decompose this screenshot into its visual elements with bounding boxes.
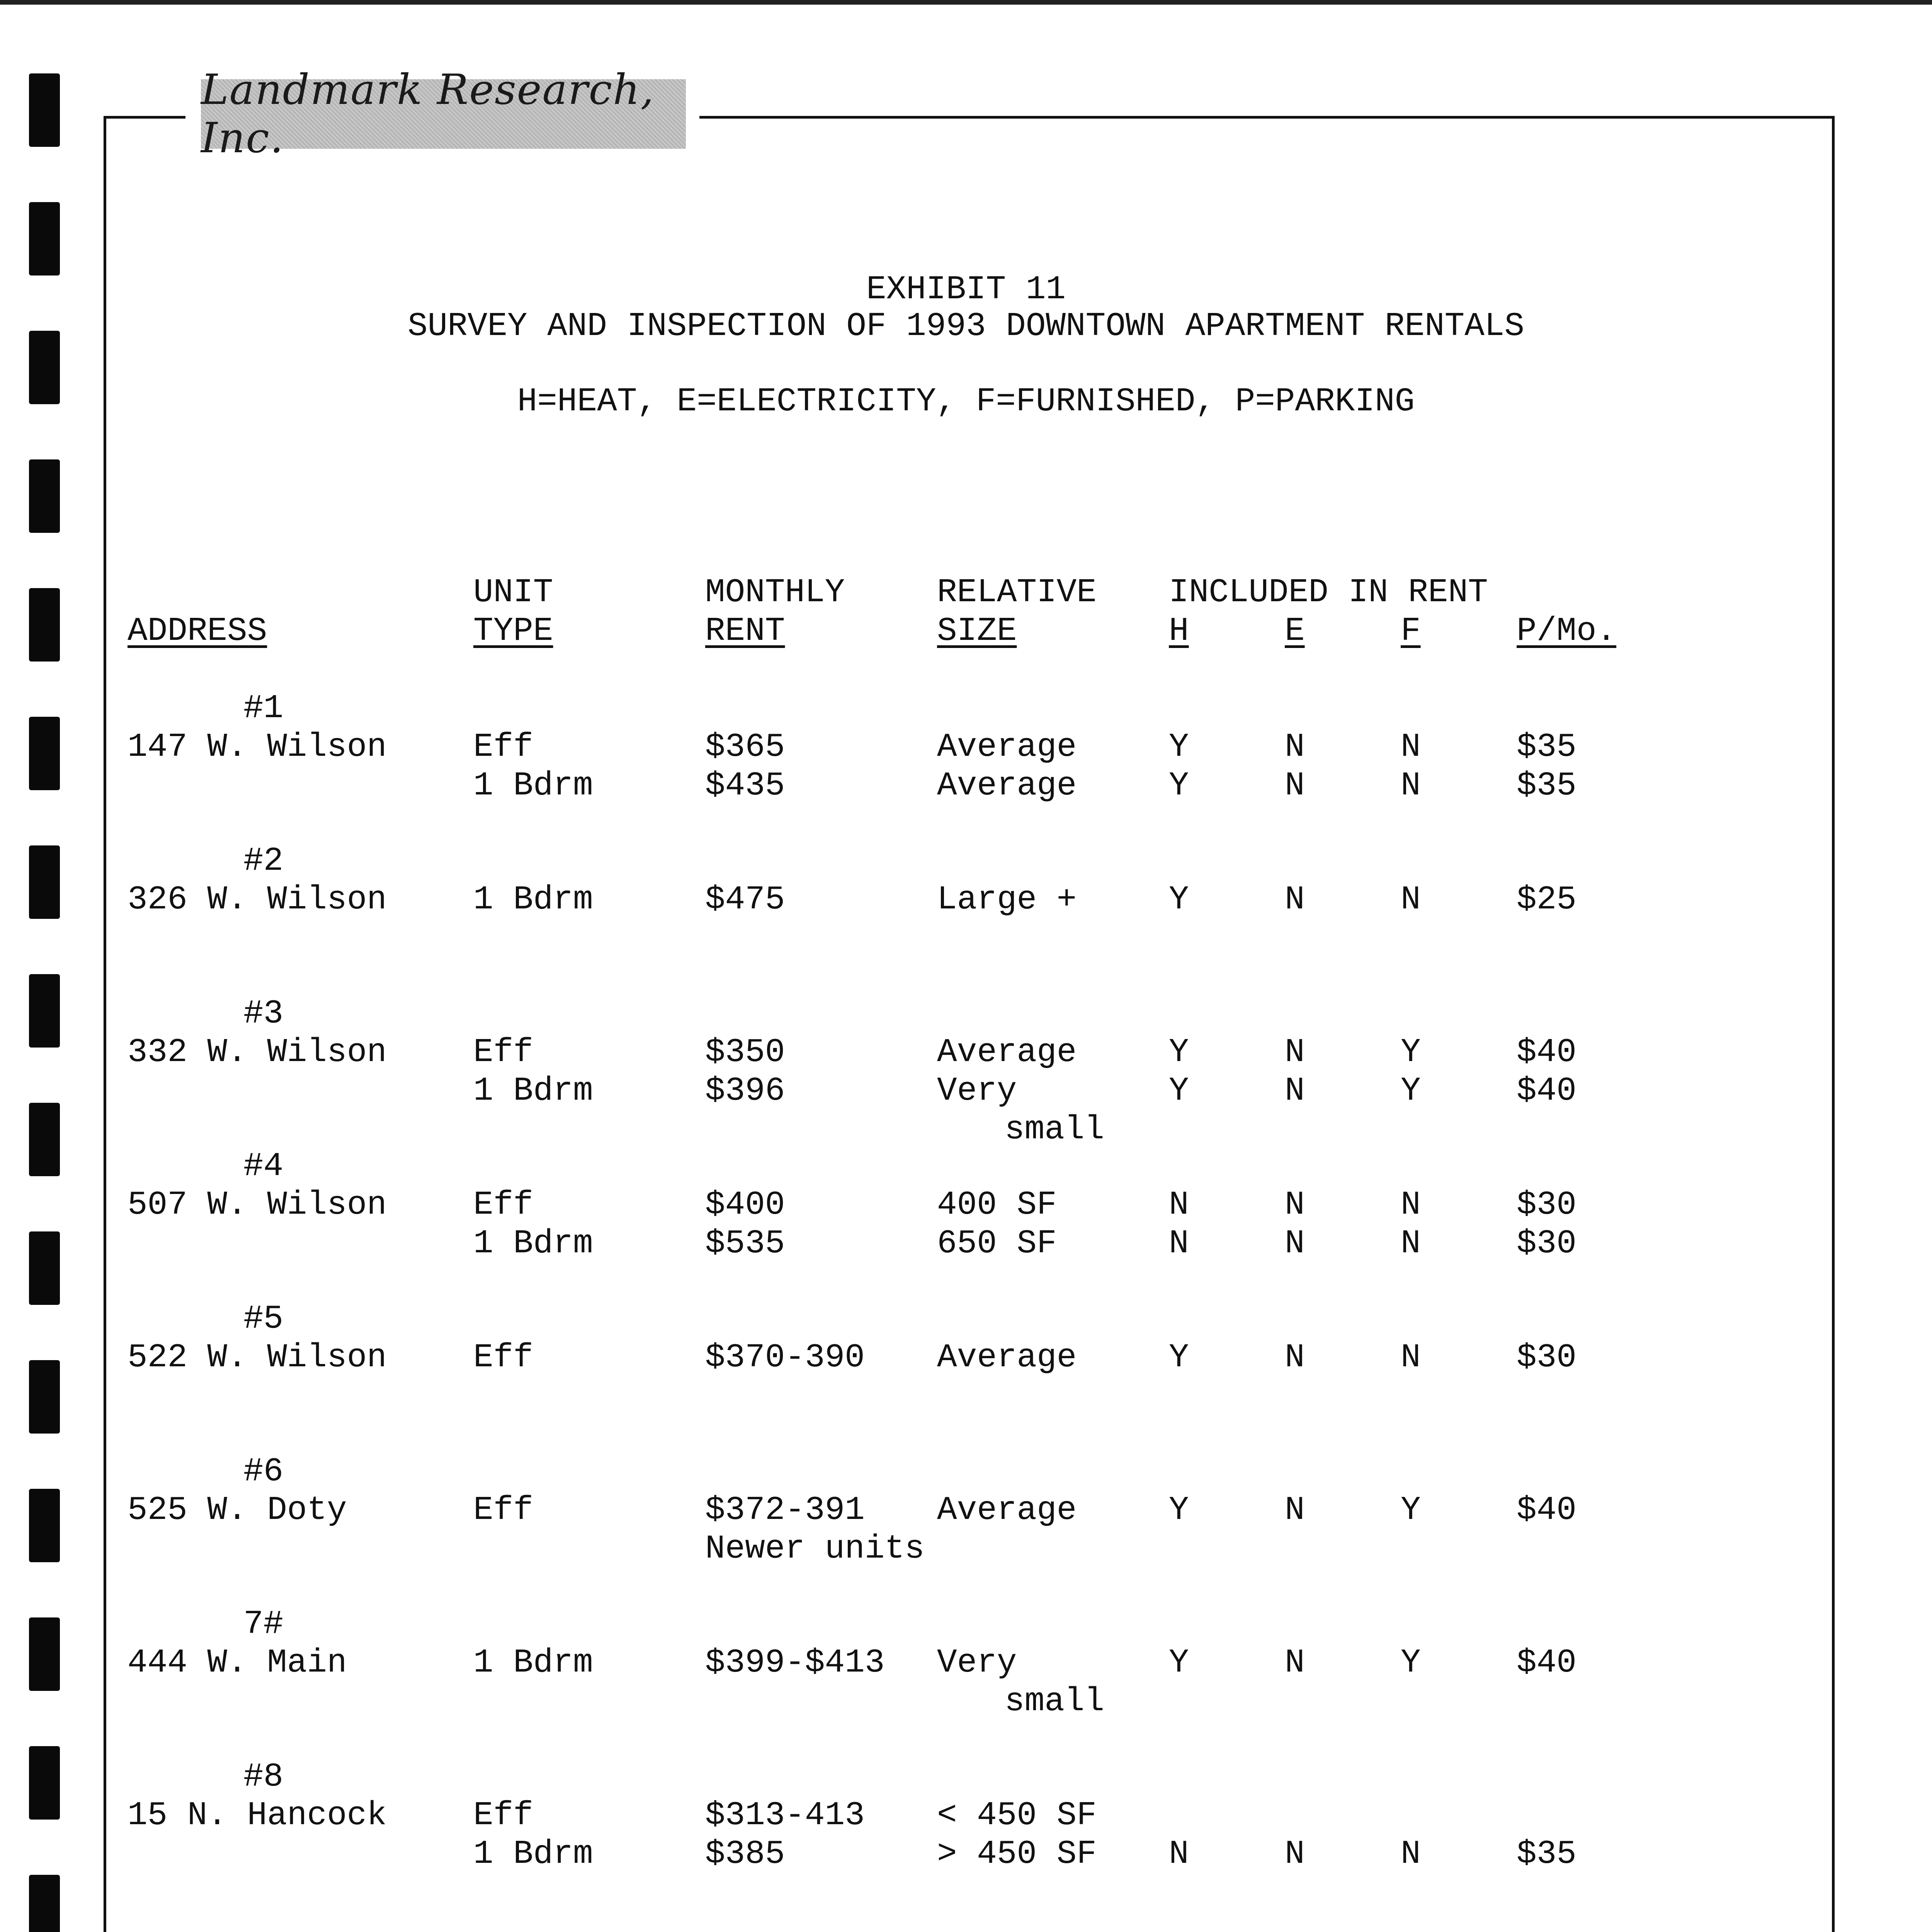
binding-hole	[29, 73, 60, 147]
furnished-included: N	[1401, 1338, 1421, 1376]
parking-per-month: $40	[1517, 1491, 1577, 1529]
unit-type: 1 Bdrm	[473, 1225, 593, 1262]
electricity-included: N	[1285, 1072, 1305, 1110]
relative-size: 650 SF	[937, 1225, 1057, 1262]
monthly-rent: $370-390	[705, 1338, 865, 1376]
rent-note: Newer units	[705, 1530, 925, 1568]
relative-size-continued: small	[1005, 1111, 1105, 1148]
electricity-included: N	[1285, 1225, 1305, 1262]
unit-type: 1 Bdrm	[473, 881, 593, 918]
furnished-included: Y	[1401, 1644, 1421, 1682]
binding-hole	[29, 1875, 60, 1932]
property-address: 332 W. Wilson	[128, 1033, 387, 1071]
unit-type: Eff	[473, 1491, 533, 1529]
column-header-included: INCLUDED IN RENT	[1169, 573, 1488, 611]
furnished-included: N	[1401, 1186, 1421, 1224]
parking-per-month: $30	[1517, 1225, 1577, 1262]
heat-included: N	[1169, 1186, 1189, 1224]
property-number: #4	[243, 1147, 284, 1185]
binding-hole	[29, 588, 60, 662]
binding-hole	[29, 1617, 60, 1691]
furnished-included: Y	[1401, 1491, 1421, 1529]
monthly-rent: $396	[705, 1072, 785, 1110]
monthly-rent: $475	[705, 881, 785, 918]
binding-hole	[29, 1103, 60, 1176]
monthly-rent: $385	[705, 1835, 785, 1873]
property-number: #6	[243, 1452, 284, 1490]
heat-included: Y	[1169, 728, 1189, 766]
heat-included: Y	[1169, 1033, 1189, 1071]
unit-type: Eff	[473, 1796, 533, 1834]
binding-hole	[29, 845, 60, 919]
heat-included: Y	[1169, 1644, 1189, 1682]
parking-per-month: $35	[1517, 1835, 1577, 1873]
electricity-included: N	[1285, 1491, 1305, 1529]
column-header-heat: H	[1169, 612, 1189, 650]
furnished-included: N	[1401, 881, 1421, 918]
electricity-included: N	[1285, 1835, 1305, 1873]
exhibit-label: EXHIBIT 11	[866, 270, 1066, 308]
relative-size: Very	[937, 1644, 1017, 1682]
unit-type: 1 Bdrm	[473, 1835, 593, 1873]
relative-size: < 450 SF	[937, 1796, 1097, 1834]
relative-size: Large +	[937, 881, 1077, 918]
monthly-rent: $535	[705, 1225, 785, 1262]
legend-line: H=HEAT, E=ELECTRICITY, F=FURNISHED, P=PARKING	[517, 383, 1415, 420]
document-title: SURVEY AND INSPECTION OF 1993 DOWNTOWN APARTMENT RENTALS	[407, 307, 1525, 345]
heat-included: Y	[1169, 767, 1189, 804]
heat-included: N	[1169, 1835, 1189, 1873]
electricity-included: N	[1285, 1644, 1305, 1682]
property-address: 444 W. Main	[128, 1644, 347, 1682]
binding-hole	[29, 1746, 60, 1820]
electricity-included: N	[1285, 881, 1305, 918]
furnished-included: Y	[1401, 1072, 1421, 1110]
unit-type: 1 Bdrm	[473, 767, 593, 804]
property-number: #2	[243, 842, 284, 880]
unit-type: Eff	[473, 1033, 533, 1071]
binding-hole	[29, 459, 60, 533]
property-number: 7#	[243, 1605, 284, 1643]
binding-hole	[29, 974, 60, 1048]
furnished-included: Y	[1401, 1033, 1421, 1071]
relative-size: Average	[937, 767, 1077, 804]
column-header-parking: P/Mo.	[1517, 612, 1617, 650]
column-header-rent-top: MONTHLY	[705, 573, 845, 611]
furnished-included: N	[1401, 1225, 1421, 1262]
electricity-included: N	[1285, 1186, 1305, 1224]
unit-type: Eff	[473, 1186, 533, 1224]
column-header-size-top: RELATIVE	[937, 573, 1097, 611]
monthly-rent: $399-$413	[705, 1644, 885, 1682]
relative-size: 400 SF	[937, 1186, 1057, 1224]
parking-per-month: $30	[1517, 1186, 1577, 1224]
monthly-rent: $372-391	[705, 1491, 865, 1529]
relative-size-continued: small	[1005, 1682, 1105, 1720]
unit-type: 1 Bdrm	[473, 1644, 593, 1682]
relative-size: Average	[937, 1491, 1077, 1529]
column-header-electricity: E	[1285, 612, 1305, 650]
electricity-included: N	[1285, 1033, 1305, 1071]
column-header-rent: RENT	[705, 612, 785, 650]
column-header-address: ADDRESS	[128, 612, 267, 650]
parking-per-month: $35	[1517, 767, 1577, 804]
column-header-unit-type: TYPE	[473, 612, 553, 650]
unit-type: 1 Bdrm	[473, 1072, 593, 1110]
heat-included: N	[1169, 1225, 1189, 1262]
column-header-unit-top: UNIT	[473, 573, 553, 611]
company-logo: Landmark Research, Inc.	[201, 79, 686, 149]
binding-hole	[29, 1489, 60, 1562]
page-top-edge	[0, 0, 1932, 5]
electricity-included: N	[1285, 1338, 1305, 1376]
furnished-included: N	[1401, 728, 1421, 766]
column-header-furnished: F	[1401, 612, 1421, 650]
property-number: #1	[243, 689, 284, 727]
parking-per-month: $25	[1517, 881, 1577, 918]
property-number: #8	[243, 1758, 284, 1796]
property-address: 507 W. Wilson	[128, 1186, 387, 1224]
monthly-rent: $435	[705, 767, 785, 804]
relative-size: Average	[937, 1338, 1077, 1376]
binding-hole	[29, 717, 60, 790]
heat-included: Y	[1169, 1072, 1189, 1110]
parking-per-month: $35	[1517, 728, 1577, 766]
parking-per-month: $30	[1517, 1338, 1577, 1376]
parking-per-month: $40	[1517, 1033, 1577, 1071]
electricity-included: N	[1285, 767, 1305, 804]
property-address: 522 W. Wilson	[128, 1338, 387, 1376]
unit-type: Eff	[473, 728, 533, 766]
binding-hole	[29, 202, 60, 276]
parking-per-month: $40	[1517, 1072, 1577, 1110]
property-address: 326 W. Wilson	[128, 881, 387, 918]
monthly-rent: $350	[705, 1033, 785, 1071]
heat-included: Y	[1169, 1338, 1189, 1376]
parking-per-month: $40	[1517, 1644, 1577, 1682]
relative-size: Average	[937, 728, 1077, 766]
heat-included: Y	[1169, 881, 1189, 918]
binding-hole	[29, 1231, 60, 1305]
unit-type: Eff	[473, 1338, 533, 1376]
binding-hole	[29, 1360, 60, 1434]
relative-size: Very	[937, 1072, 1017, 1110]
property-number: #3	[243, 995, 284, 1032]
property-address: 525 W. Doty	[128, 1491, 347, 1529]
property-address: 15 N. Hancock	[128, 1796, 387, 1834]
column-header-size: SIZE	[937, 612, 1017, 650]
monthly-rent: $400	[705, 1186, 785, 1224]
property-address: 147 W. Wilson	[128, 728, 387, 766]
electricity-included: N	[1285, 728, 1305, 766]
relative-size: Average	[937, 1033, 1077, 1071]
furnished-included: N	[1401, 767, 1421, 804]
monthly-rent: $313-413	[705, 1796, 865, 1834]
monthly-rent: $365	[705, 728, 785, 766]
furnished-included: N	[1401, 1835, 1421, 1873]
heat-included: Y	[1169, 1491, 1189, 1529]
property-number: #5	[243, 1300, 284, 1338]
relative-size: > 450 SF	[937, 1835, 1097, 1873]
binding-hole	[29, 331, 60, 404]
